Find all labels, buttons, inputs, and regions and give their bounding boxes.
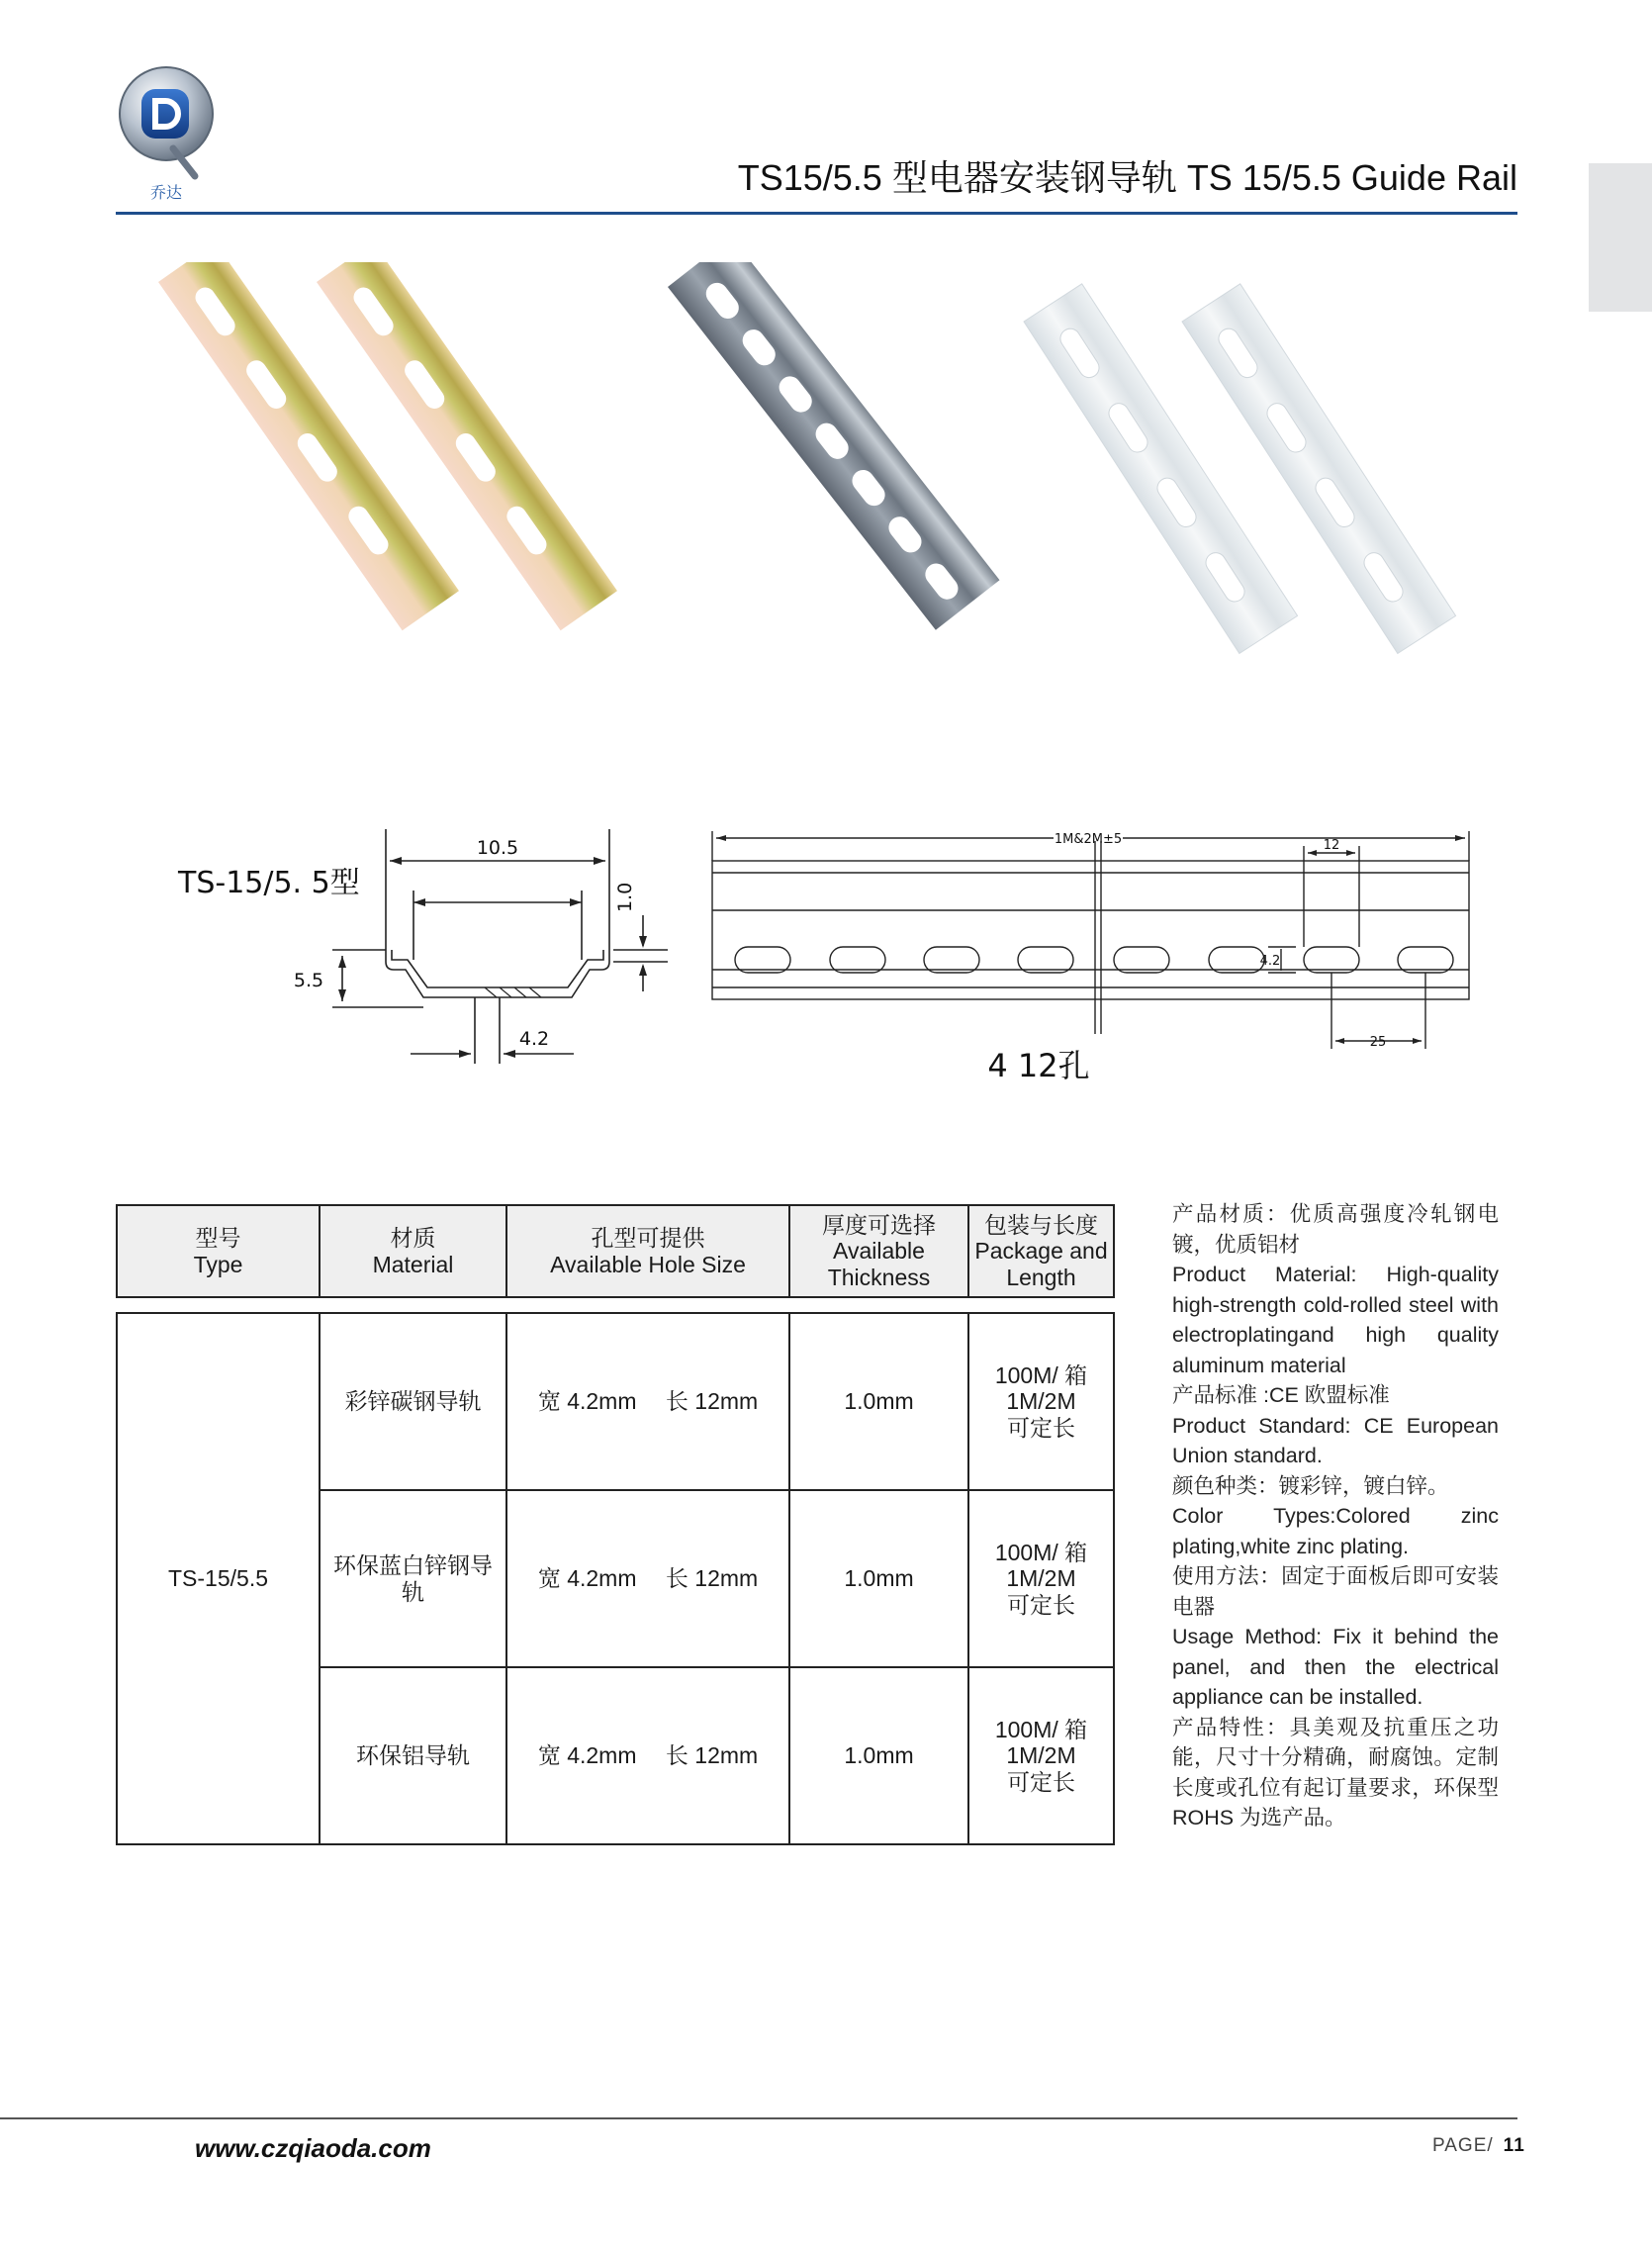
- dim-slot-width: 4.2: [1259, 954, 1281, 969]
- desc-material-en: Product Material: High-quality high-strength cold-rolled steel with electroplatingand high quality aluminum material: [1172, 1263, 1499, 1377]
- gold-rail-photo: [317, 262, 617, 630]
- dim-hole: 4.2: [518, 1028, 550, 1050]
- page-number: [1432, 2135, 1525, 2157]
- footer-rule: [0, 2117, 1517, 2119]
- hole-cell: 宽 4.2mm 长 12mm: [506, 1313, 789, 1490]
- page-number-value: 11: [1503, 2135, 1525, 2156]
- spec-table-header: [116, 1204, 1115, 1298]
- dim-slot-length: 12: [1323, 838, 1340, 853]
- desc-usage-en: Usage Method: Fix it behind the panel, and then the electrical appliance can be installed.: [1172, 1625, 1499, 1709]
- package-cell: 100M/ 箱 1M/2M 可定长: [968, 1490, 1114, 1667]
- technical-drawings: [158, 811, 1484, 1108]
- desc-material-zh: 产品材质：优质高强度冷轧钢电镀，优质铝材: [1172, 1202, 1499, 1257]
- company-logo: [112, 59, 221, 208]
- thickness-cell: 1.0mm: [789, 1667, 968, 1844]
- website-link[interactable]: www.czqiaoda.com: [195, 2133, 431, 2163]
- header-material: 材质 Material: [320, 1205, 506, 1297]
- logo-text: 乔达: [149, 183, 183, 202]
- table-row: [117, 1313, 1114, 1490]
- product-photos: [129, 262, 1514, 707]
- dim-length: 1M&2M±5: [1054, 832, 1123, 847]
- header-package: 包装与长度 Package and Length: [968, 1205, 1114, 1297]
- dim-width: 10.5: [476, 837, 519, 859]
- dim-thickness: 1.0: [614, 882, 636, 912]
- side-tab: [1589, 163, 1652, 312]
- header-rule: [116, 212, 1517, 215]
- dim-pitch: 25: [1369, 1035, 1387, 1050]
- thickness-cell: 1.0mm: [789, 1313, 968, 1490]
- desc-usage-zh: 使用方法：固定于面板后即可安装电器: [1172, 1564, 1499, 1619]
- model-label: TS-15/5. 5型: [178, 866, 360, 900]
- silver-rail-photo: [668, 262, 1000, 630]
- package-cell: 100M/ 箱 1M/2M 可定长: [968, 1667, 1114, 1844]
- desc-standard-en: Product Standard: CE European Union standard.: [1172, 1413, 1499, 1467]
- header-hole-size: 孔型可提供 Available Hole Size: [506, 1205, 789, 1297]
- page-title: TS15/5.5 型电器安装钢导轨 TS 15/5.5 Guide Rail: [737, 157, 1517, 198]
- material-cell: 环保蓝白锌钢导轨: [320, 1490, 506, 1667]
- product-description: [1172, 1199, 1499, 1833]
- header-type: 型号 Type: [117, 1205, 320, 1297]
- header-thickness: 厚度可选择 Available Thickness: [789, 1205, 968, 1297]
- package-cell: 100M/ 箱 1M/2M 可定长: [968, 1313, 1114, 1490]
- spec-table-body: [116, 1312, 1115, 1845]
- hole-cell: 宽 4.2mm 长 12mm: [506, 1490, 789, 1667]
- desc-color-zh: 颜色种类：镀彩锌，镀白锌。: [1172, 1473, 1449, 1498]
- thickness-cell: 1.0mm: [789, 1490, 968, 1667]
- hole-label: 4 12孔: [987, 1047, 1090, 1084]
- page-label: PAGE/: [1432, 2135, 1494, 2156]
- desc-features-zh: 产品特性：具美观及抗重压之功能，尺寸十分精确，耐腐蚀。定制长度或孔位有起订量要求，环保型 ROHS 为选产品。: [1172, 1715, 1499, 1830]
- material-cell: 环保铝导轨: [320, 1667, 506, 1844]
- desc-standard-zh: 产品标准 :CE 欧盟标准: [1172, 1383, 1390, 1407]
- type-cell: TS-15/5.5: [117, 1313, 320, 1844]
- material-cell: 彩锌碳钢导轨: [320, 1313, 506, 1490]
- dim-height: 5.5: [293, 970, 324, 991]
- hole-cell: 宽 4.2mm 长 12mm: [506, 1667, 789, 1844]
- desc-color-en: Color Types:Colored zinc plating,white zinc plating.: [1172, 1504, 1499, 1558]
